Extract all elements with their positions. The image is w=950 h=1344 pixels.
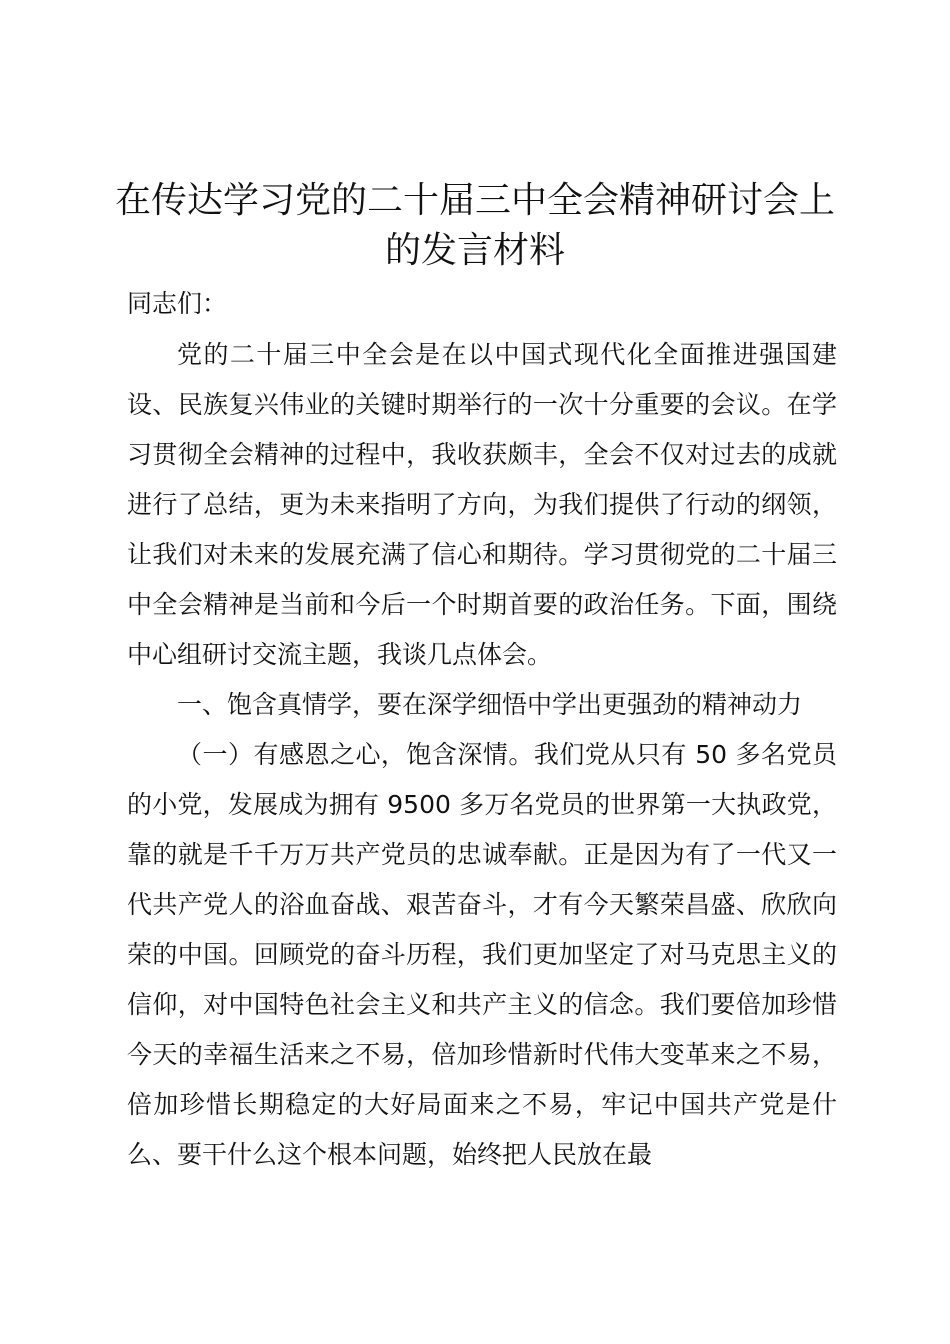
document-body [127,330,837,1180]
title-line-2: 的发言材料 [384,230,565,271]
section-heading-1: 一、饱含真情学，要在深学细悟中学出更强劲的精神动力 [177,690,803,719]
document-title [110,176,840,276]
salutation: 同志们： [127,289,228,318]
intro-paragraph: 党的二十届三中全会是在以中国式现代化全面推进强国建设、民族复兴伟业的关键时期举行的一次十分重要的会议。在学习贯彻全会精神的过程中，我收获颇丰，全会不仅对过去的成就进行了总结，更为未来指明了方向，为我们提供了行动的纲领，让我们对未来的发展充满了信心和期待。学习贯彻党的二十届三中全会精神是当前和今后一个时期首要的政治任务。下面，围绕中心组研讨交流主题，我谈几点体会。 [127,340,837,669]
subsection-paragraph-1: （一）有感恩之心，饱含深情。我们党从只有 50 多名党员的小党，发展成为拥有 9500 多万名党员的世界第一大执政党，靠的就是千千万万共产党员的忠诚奉献。正是因为有了一代又一代共产党人的浴血奋战、艰苦奋斗，才有今天繁荣昌盛、欣欣向荣的中国。回顾党的奋斗历程，我们更加坚定了对马克思主义的信仰，对中国特色社会主义和共产主义的信念。我们要倍加珍惜今天的幸福生活来之不易，倍加珍惜新时代伟大变革来之不易，倍加珍惜长期稳定的大好局面来之不易，牢记中国共产党是什么、要干什么这个根本问题，始终把人民放在最 [127,740,837,1169]
title-line-1: 在传达学习党的二十届三中全会精神研讨会上 [114,180,835,221]
